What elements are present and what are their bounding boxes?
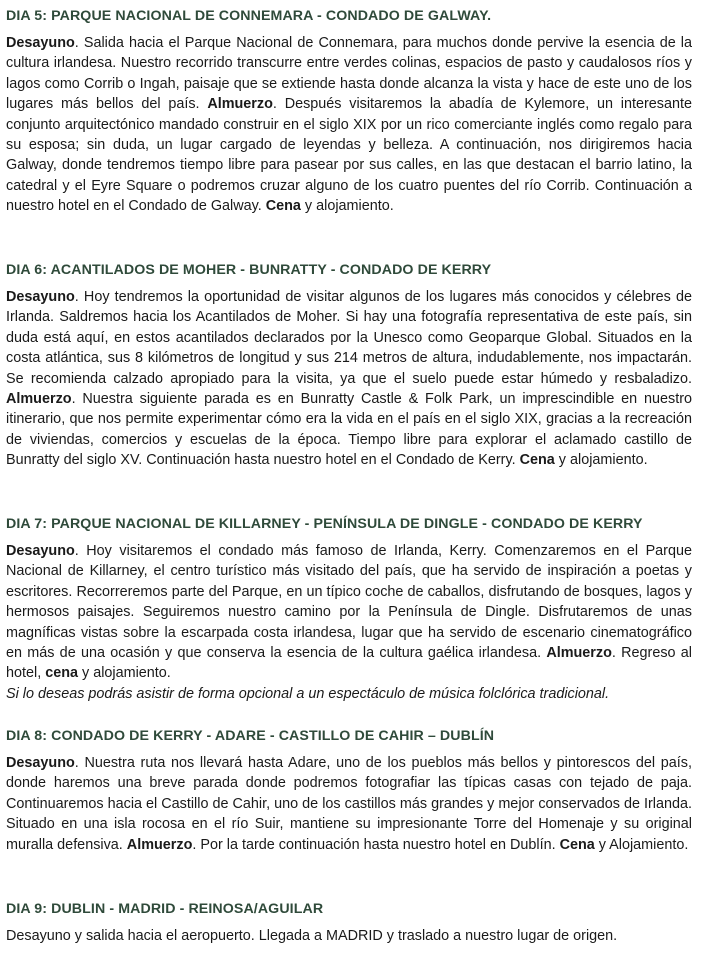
day-7-seg-4: cena [45,665,79,682]
day-8-title: DIA 8: CONDADO DE KERRY - ADARE - CASTILLO DE CAHIR – DUBLÍN [6,728,495,744]
day-7-seg-2: Almuerzo [546,645,612,662]
day-5-section [6,8,692,217]
day-8-seg-4: Cena [559,836,595,853]
day-6-seg-4: Cena [519,452,555,469]
day-7-seg-0: Desayuno [6,543,75,559]
day-7-seg-3: . Regreso al hotel, [6,645,692,682]
day-7-optional-note: Si lo deseas podrás asistir de forma opcional a un espectáculo de música folclórica tradicional. [6,685,610,702]
day-6-seg-3: . Nuestra siguiente parada es en Bunratty Castle & Folk Park, un imprescindible en nuestro itinerario, que nos permite experimentar cómo era la vida en el país en el siglo XIX, gracias a la recreación de viviendas, comercios y escuelas de la época. Tiempo libre para explorar el aclamado castillo de Bunratty del siglo XV. Continuación hasta nuestro hotel en el Condado de Kerry. [6,391,692,469]
day-5-seg-4: Cena [265,198,301,215]
day-7-seg-1: . Hoy visitaremos el condado más famoso de Irlanda, Kerry. Comenzaremos en el Parque Nacional de Killarney, el centro turístico más visitado del país, que ha servido de inspiración a poetas y escritores. Recorreremos parte del Parque, en un típico coche de caballos, disfrutando de bosques, lagos y hermosos paisajes. Seguiremos nuestro camino por la Península de Dingle. Disfrutaremos de unas magníficas vistas sobre la escarpada costa irlandesa, lugar que ha servido de escenario cinematográfico en más de una ocasión y que conserva la esencia de la cultura gaélica irlandesa. [6,543,692,662]
day-9-section [6,901,692,946]
day-8-section [6,728,692,855]
day-7-body [6,541,692,704]
day-6-title: DIA 6: ACANTILADOS DE MOHER - BUNRATTY - CONDADO DE KERRY [6,262,492,278]
day-5-title: DIA 5: PARQUE NACIONAL DE CONNEMARA - CONDADO DE GALWAY. [6,8,492,24]
day-6-seg-5: y alojamiento. [554,452,648,469]
day-5-seg-5: y alojamiento. [300,198,394,215]
day-6-seg-2: Almuerzo [6,391,72,408]
day-6-seg-1: . Hoy tendremos la oportunidad de visitar algunos de los lugares más conocidos y célebres de Irlanda. Saldremos hacia los Acantilados de Moher. Si hay una fotografía representativa de este país, sin duda está aquí, en estos acantilados declarados por la Unesco como Geoparque Global. Situados en la costa atlántica, sus 8 kilómetros de longitud y sus 214 metros de altura, indudablemente, nos impactarán. Se recomienda calzado apropiado para la visita, ya que el suelo puede estar húmedo y resbaladizo. [6,289,692,387]
day-5-seg-3: . Después visitaremos la abadía de Kylemore, un interesante conjunto arquitectónico mandado construir en el siglo XIX por un rico comerciante inglés como regalo para su esposa; sin duda, un lugar cargado de leyendas y belleza. A continuación, nos dirigiremos hacia Galway, donde tendremos tiempo libre para pasear por sus calles, en las que destacan el barrio latino, la catedral y el Eyre Square o podremos cruzar alguno de los cuatro puentes del río Corrib. Continuación a nuestro hotel en el Condado de Galway. [6,96,692,215]
day-7-section [6,516,692,704]
day-7-seg-5: y alojamiento. [78,665,171,682]
day-9-seg-0: Desayuno y salida hacia el aeropuerto. Llegada a MADRID y traslado a nuestro lugar de origen. [6,928,618,944]
day-5-seg-1: . Salida hacia el Parque Nacional de Connemara, para muchos donde pervive la esencia de la cultura irlandesa. Nuestro recorrido transcurre entre verdes colinas, espacios de pasto y caudalosos ríos y lagos como Corrib o Ingah, paisaje que se extiende hasta donde alcanza la vista y hace de este uno de los lugares más bellos del país. [6,35,692,113]
day-8-seg-3: . Por la tarde continuación hasta nuestro hotel en Dublín. [192,836,560,853]
day-8-seg-1: . Nuestra ruta nos llevará hasta Adare, uno de los pueblos más bellos y pintorescos del país, donde haremos una breve parada donde podremos fotografiar las típicas casas con tejado de paja. Continuaremos hacia el Castillo de Cahir, uno de los castillos más grandes y mejor conservados de Irlanda. Situado en una isla rocosa en el río Suir, mantiene su impresionante Torre del Homenaje y su original muralla defensiva. [6,755,692,853]
day-7-title: DIA 7: PARQUE NACIONAL DE KILLARNEY - PENÍNSULA DE DINGLE - CONDADO DE KERRY [6,516,643,532]
day-6-section [6,262,692,471]
day-8-body [6,753,692,855]
day-5-seg-0: Desayuno [6,35,75,51]
day-6-seg-0: Desayuno [6,289,75,305]
day-8-seg-2: Almuerzo [126,836,193,853]
day-6-body [6,287,692,471]
day-9-body [6,926,692,946]
day-9-title: DIA 9: DUBLIN - MADRID - REINOSA/AGUILAR [6,901,324,917]
day-8-seg-5: y Alojamiento. [594,836,689,853]
day-8-seg-0: Desayuno [6,755,75,771]
day-5-body [6,33,692,217]
day-5-seg-2: Almuerzo [207,96,273,113]
